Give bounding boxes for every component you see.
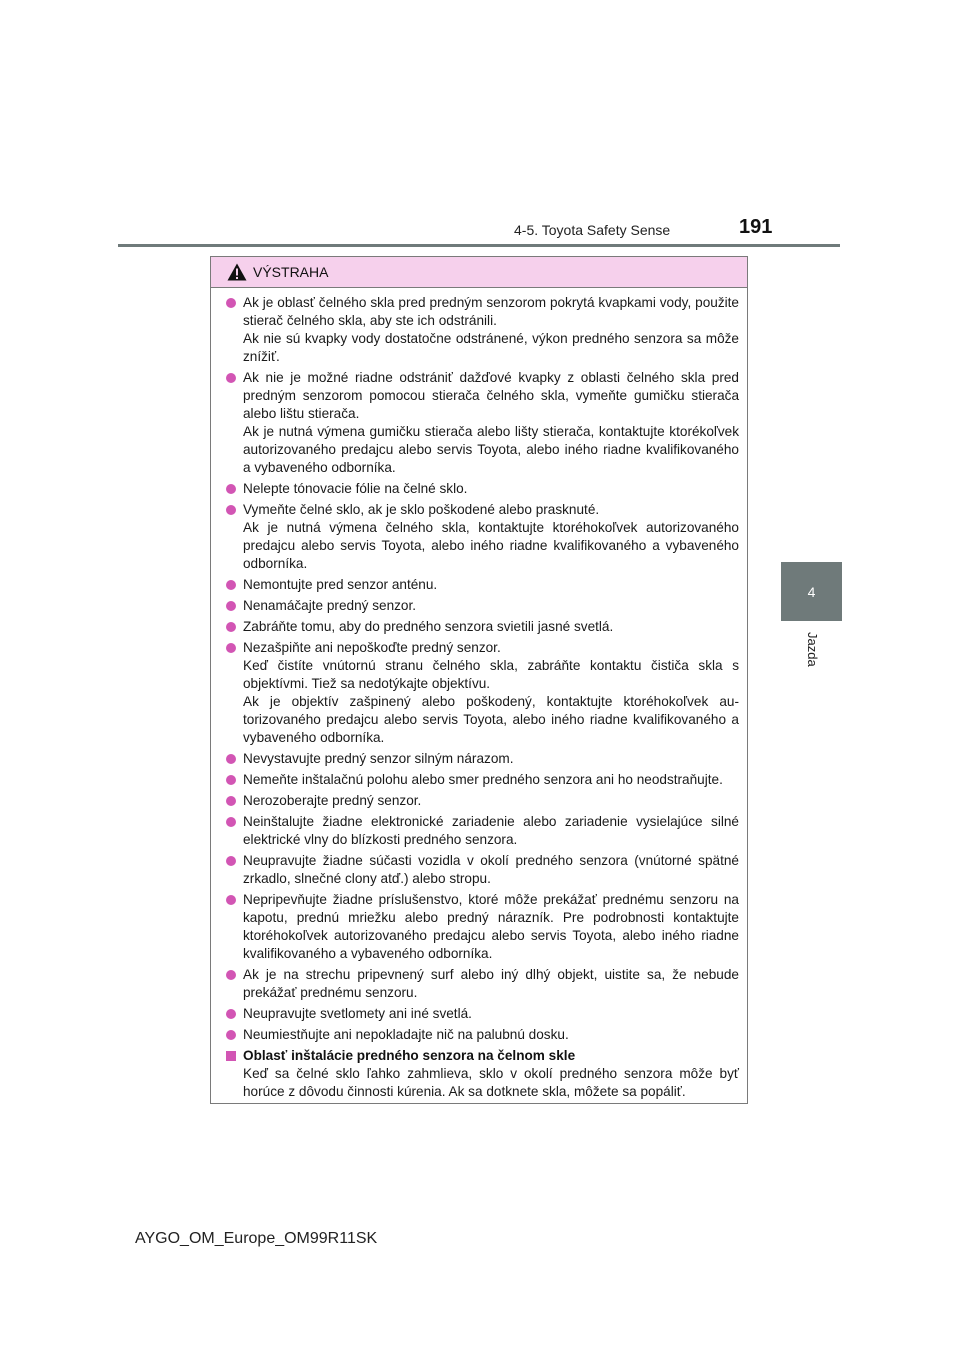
warning-item-text: Nenamáčajte predný senzor. (243, 598, 417, 613)
warning-title: VÝSTRAHA (253, 264, 329, 280)
warning-list-item (225, 966, 739, 1002)
warning-item-text: Neupravujte žiadne súčasti vozidla v okolí predného senzora (vnútorné spätné zrkadlo, slnečné clony atď.) alebo stropu. (243, 853, 739, 886)
warning-list-item (225, 294, 739, 366)
warning-item-text: Neinštalujte žiadne elektronické zariadenie alebo zariadenie vysielajúce silné elektrické vlny do blízkosti predného senzora. (243, 814, 739, 847)
chapter-number: 4 (807, 583, 816, 600)
page-number: 191 (739, 216, 773, 238)
document-id: AYGO_OM_Europe_OM99R11SK (135, 1230, 378, 1247)
warning-list-item (225, 813, 739, 849)
warning-list-item (225, 1026, 739, 1044)
warning-item-text: Vymeňte čelné sklo, ak je sklo poškodené alebo prasknuté. (243, 502, 600, 517)
warning-item-text: Nerozoberajte predný senzor. (243, 793, 422, 808)
round-bullet-icon (226, 775, 236, 785)
round-bullet-icon (226, 580, 236, 590)
warning-list-item (225, 792, 739, 810)
round-bullet-icon (226, 298, 236, 308)
warning-list-item (225, 480, 739, 498)
warning-item-text: Neumiestňujte ani nepokladajte nič na palubnú dosku. (243, 1027, 569, 1042)
round-bullet-icon (226, 817, 236, 827)
warning-list-item (225, 618, 739, 636)
round-bullet-icon (226, 970, 236, 980)
warning-item-text: Nevystavujte predný senzor silným nárazom. (243, 751, 514, 766)
warning-box (210, 256, 748, 1104)
subsection-text (225, 1065, 739, 1101)
square-bullet-icon (226, 1051, 236, 1061)
warning-list-item (225, 597, 739, 615)
warning-list-item (225, 750, 739, 768)
warning-item-text: Ak je nutná výmena čelného skla, kontaktujte ktoréhokoľvek autorizovaného predajcu alebo servis Toyota, alebo iného riadne kvalifikovaného a vybaveného odborníka. (243, 520, 739, 571)
round-bullet-icon (226, 373, 236, 383)
warning-list-item (225, 1005, 739, 1023)
round-bullet-icon (226, 895, 236, 905)
warning-item-text: Ak je na strechu pripevnený surf alebo iný dlhý objekt, uistite sa, že nebude prekážať prednému senzoru. (243, 967, 739, 1000)
chapter-tab (781, 562, 842, 621)
warning-list-item (225, 639, 739, 747)
warning-item-text: Nelepte tónovacie fólie na čelné sklo. (243, 481, 468, 496)
round-bullet-icon (226, 754, 236, 764)
warning-list-item (225, 771, 739, 789)
round-bullet-icon (226, 505, 236, 515)
round-bullet-icon (226, 484, 236, 494)
round-bullet-icon (226, 643, 236, 653)
warning-item-text: Keď čistíte vnútornú stranu čelného skla, zabráňte kontaktu čističa skla s objektívmi. Tiež sa nedotýkajte objektívu. (243, 658, 739, 691)
warning-list-item (225, 852, 739, 888)
chapter-label: Jazda (805, 632, 820, 667)
warning-header (211, 257, 747, 288)
round-bullet-icon (226, 856, 236, 866)
warning-item-text: Ak je nutná výmena gumičku stierača alebo lišty stierača, kontaktujte ktorékoľvek autorizovaného predajcu alebo servis Toyota, alebo iného riadne kvalifikovaného a vybaveného odborníka. (243, 424, 739, 475)
subsection-heading-text: Oblasť inštalácie predného senzora na čelnom skle (243, 1048, 576, 1063)
header-divider (118, 244, 840, 247)
round-bullet-icon (226, 601, 236, 611)
warning-list-item (225, 369, 739, 477)
warning-body (211, 288, 747, 1101)
warning-item-text: Ak je oblasť čelného skla pred predným senzorom pokrytá kvapkami vody, použite stierač čelného skla, aby ste ich odstránili. (243, 295, 739, 328)
warning-item-text: Nezašpiňte ani nepoškoďte predný senzor. (243, 640, 501, 655)
warning-item-text: Nepripevňujte žiadne príslušenstvo, ktoré môže prekážať prednému senzoru na kapotu, prednú mriežku alebo predný nárazník. Pre podrobnosti kontaktujte ktoréhokoľvek autorizovaného predajcu alebo servis Toyota, alebo iného riadne kvalifikovaného a vybaveného odborníka. (243, 892, 739, 961)
warning-item-text: Zabráňte tomu, aby do predného senzora svietili jasné svetlá. (243, 619, 614, 634)
subsection-heading (225, 1047, 739, 1065)
round-bullet-icon (226, 1009, 236, 1019)
section-title: 4-5. Toyota Safety Sense (514, 222, 671, 238)
warning-list-item (225, 501, 739, 573)
round-bullet-icon (226, 1030, 236, 1040)
warning-item-text: Ak je objektív zašpinený alebo poškodený, kontaktujte ktoréhokoľvek autorizovaného predajcu alebo servis Toyota, alebo iného riadne kvalifikovaného a vybaveného odborníka. (243, 694, 739, 745)
warning-item-text: Ak nie sú kvapky vody dostatočne odstránené, výkon predného senzora sa môže znížiť. (243, 331, 739, 364)
warning-list-item (225, 891, 739, 963)
subsection-paragraph: Keď sa čelné sklo ľahko zahmlieva, sklo v okolí predného senzora môže byť horúce z dôvodu činnosti kúrenia. Ak sa dotknete skla, môžete sa popáliť. (243, 1066, 739, 1099)
round-bullet-icon (226, 622, 236, 632)
warning-item-text: Ak nie je možné riadne odstrániť dažďové kvapky z oblasti čelného skla pred predným senzorom pomocou stierača čelného skla, vymeňte gumičku stierača alebo lištu stierača. (243, 370, 739, 421)
warning-item-text: Neupravujte svetlomety ani iné svetlá. (243, 1006, 472, 1021)
warning-triangle-icon (227, 263, 247, 281)
round-bullet-icon (226, 796, 236, 806)
warning-list-item (225, 576, 739, 594)
warning-item-text: Nemeňte inštalačnú polohu alebo smer predného senzora ani ho neodstraňujte. (243, 772, 723, 787)
warning-item-text: Nemontujte pred senzor anténu. (243, 577, 438, 592)
